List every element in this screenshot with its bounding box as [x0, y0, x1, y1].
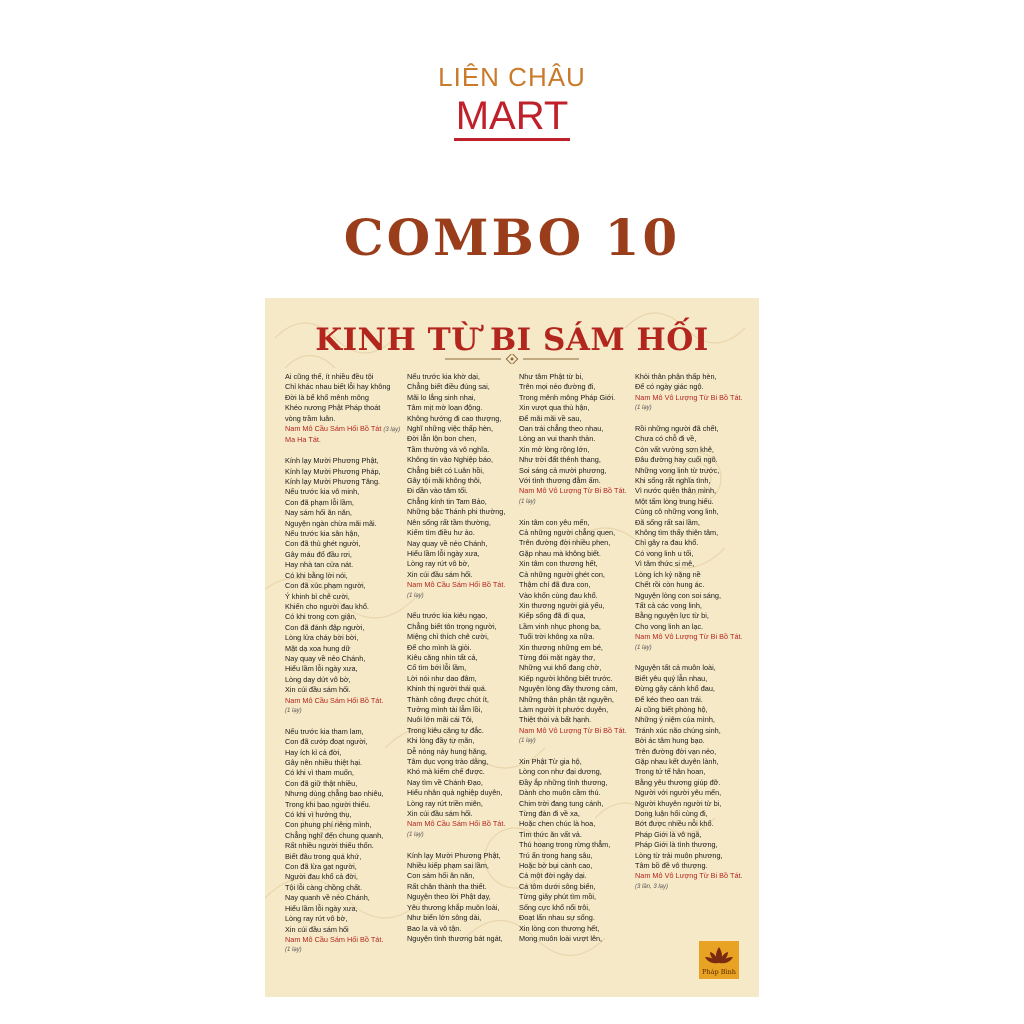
verse-line: Dong luận hối cùng đi, [635, 809, 708, 819]
verse-line: Tránh xúc não chúng sinh, [635, 725, 721, 735]
verse-line: Cá một đời ngây dại. [519, 871, 587, 881]
verse-line: Đoạt lấn nhau sự sống. [519, 913, 595, 923]
verse-line: Nay quanh về nẻo Chánh, [285, 893, 370, 903]
prostration-note: (1 lạy) [407, 592, 424, 599]
verse-line: Nuôi lớn mãi cái Tôi, [407, 715, 474, 725]
verse-line: Bằng yêu thương giúp đỡ. [635, 777, 721, 787]
verse-line: Người với người yêu mến, [635, 788, 722, 798]
prostration-note: (1 lạy) [285, 707, 302, 714]
verse-line: Cả những người chẳng quen, [519, 528, 616, 538]
verse-line: Chẳng kính tin Tam Bảo, [407, 496, 487, 506]
verse-line: Lòng con như đại dương, [519, 767, 602, 777]
verse-line: Đừng gây cảnh khổ đau, [635, 684, 715, 694]
verse-line: Nay quay về nẻo Chánh, [285, 653, 366, 663]
verse-line: Oan trái chẳng theo nhau, [519, 424, 604, 434]
verse-line: Mong muôn loài vượt lên, [519, 933, 603, 943]
verse-line: Khiến cho người đau khổ. [285, 601, 369, 611]
lotus-icon [699, 941, 739, 969]
sutra-poster [265, 298, 759, 997]
verse-line: Con đã thù ghét người, [285, 539, 361, 549]
verse-line: Kính lạy Mười Phương Phật, [407, 850, 501, 860]
verse-line: Gây nên nhiều thiệt hại. [285, 758, 363, 767]
verse-line: Người khuyên người từ bi, [635, 798, 722, 808]
verse-line: Hay nhà tan cửa nát. [285, 560, 354, 570]
poster-title: KINH TỪ BI SÁM HỐI [315, 322, 709, 358]
invocation-line: Nam Mô Vô Lượng Từ Bi Bồ Tát. [635, 392, 743, 402]
verse-line: Tuổi trời không xa nữa. [519, 632, 595, 642]
verse-line: Thành công được chút ít, [407, 694, 489, 704]
verse-line: Trú ẩn trong hang sâu, [519, 850, 593, 860]
invocation-line: Nam Mô Vô Lượng Từ Bi Bồ Tát. [519, 725, 627, 735]
verse-line: Lòng ích kỷ nặng nề [635, 569, 701, 579]
verse-line: Kiếp sống đã đi qua, [519, 611, 586, 621]
verse-line: Còn vất vưởng sơn khê, [635, 444, 714, 454]
text-column-2 [407, 372, 519, 944]
verse-line: Hay ích kỉ cả đời, [285, 747, 342, 757]
verse-line: Dành cho muôn cầm thú. [519, 788, 601, 798]
verse-line: Gây máu đổ đầu rơi, [285, 549, 352, 559]
title-divider-ornament [445, 354, 579, 364]
logo-label: Pháp Bình [702, 968, 736, 976]
verse-line: Lòng ray rứt vô bờ, [407, 559, 470, 569]
verse-line: Xin lòng con thương hết, [519, 923, 600, 933]
verse-line: Xin thương những em bé, [519, 642, 603, 652]
text-column-4 [635, 372, 747, 892]
verse-line: Hoặc bờ bụi cành cao, [519, 861, 593, 871]
verse-line: Lòng ray rứt triền miên, [407, 798, 483, 808]
verse-line: Xin cúi đầu sám hối. [407, 569, 473, 579]
prostration-note: (1 lạy) [519, 738, 536, 745]
verse-line: Nếu trước kia tham lam, [285, 726, 364, 736]
verse-line: Không hướng đi cao thượng, [407, 413, 502, 423]
verse-line: Xin cúi đầu sám hối [285, 924, 349, 934]
verse-line: Kiếp người không biết trước. [519, 673, 613, 683]
verse-line: Con đã giữ thật nhiều, [285, 778, 358, 788]
verse-line: Đâu đường hay cuối ngõ. [635, 455, 718, 465]
combo-label: COMBO 10 [343, 208, 681, 267]
verse-line: Trong khi bao người thiếu. [285, 799, 371, 809]
verse-line: Có vong linh u tối, [635, 548, 694, 558]
verse-line: Tội lỗi càng chồng chất. [285, 882, 363, 892]
verse-line: Nguyện theo lời Phật dạy, [407, 892, 491, 902]
verse-line: Bớt được nhiều nỗi khổ. [635, 819, 714, 829]
verse-line: Khỏi thân phận thấp hèn, [635, 372, 717, 381]
verse-line: Với tình thương đằm ấm. [519, 476, 601, 486]
verse-line: Con đã lừa gạt người, [285, 862, 357, 872]
invocation-line: Nam Mô Cầu Sám Hối Bồ Tát. [407, 580, 506, 590]
verse-line: Ý khinh bỉ chê cười, [285, 591, 350, 601]
verse-line: Chẳng nghĩ đến chung quanh, [285, 830, 384, 840]
verse-line: Bao la và vô tận. [407, 923, 462, 933]
verse-line: Như tâm Phật từ bi, [519, 372, 584, 381]
verse-line: Khi lòng đầy tự mãn, [407, 736, 475, 746]
verse-line: Có khi trong cơn giận, [285, 612, 357, 622]
verse-line: Pháp Giới là tình thương, [635, 840, 718, 850]
verse-line: Khi sống rất nghĩa tình, [635, 476, 711, 486]
verse-line: Cho vong linh an lạc. [635, 621, 704, 631]
verse-line: Kiếm tìm điều hư ảo. [407, 528, 475, 538]
verse-line: Mãi lo lắng sinh nhai, [407, 392, 476, 402]
verse-line: Làm người ít phước duyên, [519, 704, 609, 714]
verse-line: Con đã đánh đập người, [285, 622, 365, 632]
verse-line: Dễ nóng nảy hung hăng, [407, 746, 487, 756]
verse-line: Một tấm lòng trung hiếu. [635, 496, 714, 506]
invocation-line: Nam Mô Cầu Sám Hối Bồ Tát. [285, 934, 384, 944]
verse-line: Để có ngày giác ngộ. [635, 382, 704, 392]
verse-line: Nay tìm về Chánh Đạo, [407, 777, 483, 787]
verse-line: Ai cũng thế, ít nhiều đều tội [285, 372, 374, 381]
prostration-note: (1 lạy) [519, 498, 536, 505]
prostration-note: (3 lạy) [383, 427, 401, 434]
verse-line: Nghĩ những việc thấp hèn, [407, 424, 494, 434]
verse-line: Cùng cô những vong linh, [635, 507, 719, 517]
verse-line: Tầm thường và vô nghĩa. [407, 444, 490, 454]
verse-line: Xin cúi đầu sám hối. [407, 809, 473, 819]
stanza-gap [635, 653, 747, 663]
verse-line: Tìm thức ăn vất vả. [519, 829, 582, 839]
verse-line: Khéo nương Phật Pháp thoát [285, 403, 381, 413]
verse-line: Lầm vinh nhục phong ba, [519, 621, 601, 631]
verse-line: Trong mênh mông Pháp Giới. [519, 392, 616, 402]
verse-line: Có khi vì tham muốn, [285, 768, 354, 778]
verse-line: Biết yêu quý lẫn nhau, [635, 673, 708, 683]
verse-line: Trên đường đời nhiều phen, [519, 538, 611, 548]
verse-line: Những thân phận tật nguyền, [519, 694, 614, 704]
verse-line: Xin vượt qua thù hận, [519, 403, 590, 413]
verse-line: Nguyện lòng con soi sáng, [635, 590, 721, 600]
verse-line: Để cho mình là giỏi. [407, 642, 472, 652]
verse-line: Vì nước quên thân mình, [635, 486, 717, 496]
prostration-note: (1 lạy) [407, 831, 424, 838]
verse-line: Kiêu căng nhìn tất cả, [407, 652, 478, 662]
verse-line: Bằng nguyện lực từ bi, [635, 611, 709, 621]
invocation-line: Nam Mô Cầu Sám Hối Bồ Tát (3 lạy) [285, 424, 401, 434]
verse-line: Chẳng biết có Luân hồi, [407, 465, 485, 475]
verse-line: Tất cả các vong linh, [635, 600, 702, 610]
verse-line: Pháp Giới là vô ngã, [635, 829, 702, 839]
verse-line: Xin cúi đầu sám hối. [285, 685, 351, 695]
verse-line: Từng đàn đi về xa, [519, 809, 580, 819]
verse-line: Để mãi mãi về sau, [519, 413, 582, 423]
verse-line: Xin mở lòng rộng lớn, [519, 444, 590, 454]
verse-line: Gặp nhau kết duyên lành, [635, 757, 719, 766]
invocation-line: Nam Mô Vô Lượng Từ Bi Bồ Tát. [519, 486, 627, 496]
verse-line: Tâm bồ đề vô thượng. [635, 861, 708, 871]
verse-line: Sống cực khổ nổi trôi, [519, 902, 590, 912]
verse-line: Nếu trước kia khờ dại, [407, 372, 480, 381]
verse-line: Chỉ khác nhau biết lỗi hay không [285, 382, 391, 392]
verse-line: Bởi ác tâm hung bạo. [635, 736, 705, 746]
verse-line: Nay quay về nẻo Chánh, [407, 538, 488, 548]
invocation-line: Nam Mô Vô Lượng Từ Bi Bồ Tát. [635, 871, 743, 881]
verse-line: Nay sám hối ăn năn, [285, 508, 352, 518]
brand-line-1: LIÊN CHÂU [438, 62, 586, 92]
verse-line: Con phung phí riêng mình, [285, 820, 372, 830]
verse-line: Nhưng dùng chẳng bao nhiêu, [285, 789, 384, 799]
verse-line: Con đã phạm lỗi lầm, [285, 497, 354, 507]
verse-line: Người đau khổ cả đời, [285, 872, 358, 882]
verse-line: Từng giây phút tìm mồi, [519, 892, 597, 902]
verse-line: Đời là bể khổ mênh mông [285, 392, 369, 402]
stanza-gap [635, 414, 747, 424]
verse-line: Thiệt thòi và bất hạnh. [519, 715, 592, 725]
verse-line: Không tin vào Nghiệp báo, [407, 455, 494, 465]
verse-line: Có khi bằng lời nói, [285, 570, 348, 580]
verse-line: Nguyện ngàn chừa mãi mãi. [285, 518, 377, 528]
verse-line: Khinh thị người thái quá. [407, 684, 487, 694]
verse-line: Nên sống rất tầm thường, [407, 517, 491, 527]
verse-line: Những bậc Thánh phi thường, [407, 507, 506, 517]
stanza-gap [407, 840, 519, 850]
verse-line: Cố tìm bới lỗi lầm, [407, 663, 467, 673]
verse-line: Nếu trước kia kiêu ngạo, [407, 611, 488, 621]
stanza-gap [285, 716, 397, 726]
verse-line: Kính lạy Mười Phương Tăng. [285, 477, 381, 487]
brand-logo [0, 96, 1024, 141]
verse-line: Ai cũng biết phòng hộ, [635, 704, 708, 714]
verse-line: Gây tội mãi không thôi, [407, 476, 482, 486]
verse-line: Hoặc chen chúc là hoa, [519, 819, 596, 829]
verse-line: Từng đói mặt ngày thơ, [519, 652, 596, 662]
verse-line: Lời nói như dao đâm, [407, 673, 477, 683]
verse-line: Lòng lửa cháy bời bời, [285, 633, 359, 643]
verse-line: Nguyện lòng đầy thương cảm, [519, 684, 618, 694]
verse-line: Soi sáng cả mười phương, [519, 465, 607, 475]
verse-line: Có khi vì hưởng thụ, [285, 810, 352, 820]
verse-line: Kính lạy Mười Phương Pháp, [285, 466, 381, 476]
verse-line: Chẳng biết điều đúng sai, [407, 382, 490, 392]
verse-line: Trong tứ tế hân hoan, [635, 767, 706, 777]
verse-line: Cá tôm dưới sông biển, [519, 881, 596, 891]
verse-line: Chưa có chỗ đi về, [635, 434, 697, 444]
verse-line: Nguyện tình thương bát ngát, [407, 933, 503, 943]
verse-line: Hiểu lầm lỗi ngày xưa, [285, 903, 358, 913]
verse-line: Con đã cướp đoạt người, [285, 737, 368, 747]
verse-line: Tưởng mình tài lẫm lồi, [407, 704, 483, 714]
text-column-1 [285, 372, 401, 956]
verse-line: Con sám hối ăn năn, [407, 871, 475, 881]
verse-line: Xin tâm con thương hết, [519, 559, 598, 569]
verse-line: Đã sống rất sai lầm, [635, 517, 700, 527]
verse-line: Trên đường đời vạn nẻo, [635, 746, 717, 756]
verse-line: Kính lạy Mười Phương Phật, [285, 456, 379, 466]
stanza-gap [519, 507, 631, 517]
verse-line: Thậm chí đã đưa con, [519, 580, 591, 590]
verse-line: Như biển lớn sông dài, [407, 913, 482, 923]
verse-line: Rồi những người đã chết, [635, 424, 719, 434]
verse-line: Khó mà kiếm chế được. [407, 767, 485, 777]
verse-line: Yêu thương khắp muôn loài, [407, 902, 500, 912]
verse-line: Để kéo theo oan trái. [635, 694, 703, 704]
verse-line: Những ý niệm của mình, [635, 715, 715, 725]
verse-line: Nguyện tất cả muôn loài, [635, 663, 716, 673]
prostration-note: (3 lần, 3 lạy) [635, 883, 669, 890]
invocation-line: Nam Mô Cầu Sám Hối Bồ Tát. [285, 695, 384, 705]
stanza-gap [519, 747, 631, 757]
verse-line: Đời lẫn lộn bon chen, [407, 434, 477, 444]
verse-line: Vì tâm thức si mê, [635, 559, 695, 569]
verse-line: Thú hoang trong rừng thẳm, [519, 840, 611, 850]
verse-line: Cả những người ghét con, [519, 569, 605, 579]
verse-line: Những vong linh từ trước, [635, 465, 720, 475]
verse-line: Không tìm thấy thiện tâm, [635, 528, 719, 538]
verse-line: Những vui khổ đang chờ, [519, 663, 602, 673]
brand-line-2: MART [454, 96, 571, 141]
invocation-line: Nam Mô Cầu Sám Hối Bồ Tát. [407, 819, 506, 829]
invocation-line: Ma Ha Tát. [285, 435, 321, 445]
verse-line: Chết rồi còn hung ác. [635, 580, 705, 590]
verse-line: vòng trầm luân. [285, 413, 336, 423]
verse-line: Mặt dạ xoa hung dữ [285, 643, 351, 653]
verse-line: Xin thương người giả yếu, [519, 600, 605, 610]
verse-line: Như trời đất thênh thang, [519, 455, 601, 465]
text-column-3 [519, 372, 631, 944]
verse-line: Hiểu nhân quả nghiệp duyên, [407, 788, 503, 798]
verse-line: Tâm dục vọng trào dâng, [407, 757, 489, 767]
verse-line: Lòng day dứt vô bờ, [285, 674, 351, 684]
verse-line: Biết đâu trong quá khứ, [285, 851, 362, 861]
verse-line: Đầy ắp những tình thương, [519, 777, 608, 787]
verse-line: Đi dần vào tăm tối. [407, 486, 468, 496]
prostration-note: (1 lạy) [635, 405, 652, 412]
verse-line: Nếu trước kia vô minh, [285, 487, 360, 497]
verse-line: Nếu trước kia sân hận, [285, 529, 360, 539]
verse-line: Trên mọi nẻo đường đi, [519, 382, 596, 392]
verse-line: Lòng ray rứt vô bờ, [285, 914, 348, 924]
prostration-note: (1 lạy) [635, 644, 652, 651]
verse-line: Gặp nhau mà không biết. [519, 548, 601, 558]
verse-line: Hiểu lầm lỗi ngày xưa, [407, 548, 480, 558]
verse-line: Chẳng biết tôn trọng người, [407, 621, 497, 631]
verse-line: Tâm mịt mờ loạn động. [407, 403, 483, 413]
verse-line: Rất nhiều người thiếu thốn. [285, 841, 374, 851]
verse-line: Xin Phật Từ gia hộ, [519, 757, 582, 766]
verse-line: Chim trời đang tung cánh, [519, 798, 604, 808]
prostration-note: (1 lạy) [285, 947, 302, 954]
verse-line: Xin tâm con yêu mến, [519, 517, 590, 527]
verse-line: Lòng an vui thanh thản. [519, 434, 596, 444]
verse-line: Nhiều kiếp phạm sai lầm, [407, 861, 489, 871]
verse-line: Miệng chỉ thích chê cười, [407, 632, 489, 642]
verse-line: Vào khốn cùng đau khổ. [519, 590, 598, 600]
invocation-line: Nam Mô Vô Lượng Từ Bi Bồ Tát. [635, 632, 743, 642]
verse-line: Hiểu lầm lỗi ngày xưa, [285, 664, 358, 674]
verse-line: Chỉ gây ra đau khổ. [635, 538, 699, 548]
stanza-gap [407, 601, 519, 611]
verse-line: Lòng từ trải muôn phương, [635, 850, 723, 860]
verse-line: Rất chân thành tha thiết. [407, 881, 487, 891]
phap-binh-logo [699, 941, 739, 979]
verse-line: Con đã xúc phạm người, [285, 581, 366, 591]
stanza-gap [285, 446, 397, 456]
verse-line: Trong kiêu căng tự đắc. [407, 725, 484, 735]
